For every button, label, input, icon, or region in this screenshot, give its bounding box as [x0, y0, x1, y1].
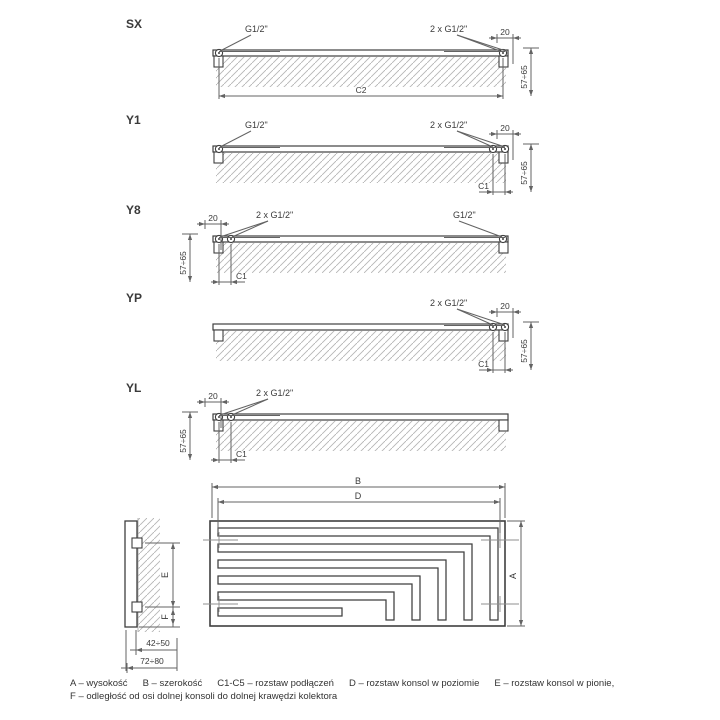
variant-label: YP — [126, 291, 143, 305]
wall-distance-dim: 57÷65 — [519, 339, 529, 363]
legend-line-1 — [70, 677, 710, 690]
connection-label-right: G1/2" — [453, 210, 476, 220]
legend-item-a: A – wysokość — [70, 678, 128, 689]
edge-offset-dim: 20 — [208, 213, 218, 223]
legend-item-e: E – rozstaw konsol w pionie, — [494, 678, 615, 689]
spacing-dim: C2 — [355, 85, 367, 95]
edge-offset-dim: 20 — [500, 123, 510, 133]
wall-distance-dim: 57÷65 — [178, 251, 188, 275]
connection-label-left: G1/2" — [245, 24, 268, 34]
connection-label-right: 2 x G1/2" — [430, 120, 468, 130]
variant-label: YL — [126, 381, 142, 395]
spacing-dim: C1 — [236, 449, 247, 459]
wall-distance-dim: 57÷65 — [178, 429, 188, 453]
wall-distance-dim: 57÷65 — [519, 65, 529, 89]
spacing-dim: C1 — [478, 181, 489, 191]
legend-item-b: B – szerokość — [142, 678, 203, 689]
edge-offset-dim: 20 — [500, 27, 510, 37]
legend-line-2: F – odległość od osi dolnej konsoli do dolnej krawędzi kolektora — [70, 691, 338, 702]
width-dim-label: B — [354, 476, 362, 486]
connection-label-right: 2 x G1/2" — [430, 298, 468, 308]
connection-label-left: G1/2" — [245, 120, 268, 130]
edge-offset-dim: 20 — [208, 391, 218, 401]
wall-distance-dim: 57÷65 — [519, 161, 529, 185]
height-dim-label: A — [508, 572, 518, 580]
spacing-dim: C1 — [236, 271, 247, 281]
variant-YL-diagram — [126, 381, 508, 463]
variant-SX-diagram — [126, 17, 539, 99]
connection-label-left: 2 x G1/2" — [256, 388, 294, 398]
front-view — [203, 476, 525, 626]
spacing-dim: C1 — [478, 359, 489, 369]
depth-outer-dim-label: 72÷80 — [140, 656, 164, 666]
variant-label: Y8 — [126, 203, 141, 217]
depth-inner-dim-label: 42÷50 — [146, 638, 170, 648]
variant-Y1-diagram — [126, 113, 539, 195]
console-vertical-dim-label: E — [160, 571, 170, 579]
side-view — [121, 518, 180, 673]
connection-label-right: 2 x G1/2" — [430, 24, 468, 34]
variant-Y8-diagram — [126, 203, 508, 285]
variant-label: SX — [126, 17, 143, 31]
variant-YP-diagram — [126, 291, 539, 373]
connection-label-left: 2 x G1/2" — [256, 210, 294, 220]
console-horizontal-dim-label: D — [354, 491, 362, 501]
variant-label: Y1 — [126, 113, 141, 127]
legend-item-d: D – rozstaw konsol w poziomie — [348, 678, 480, 689]
legend — [70, 677, 710, 703]
legend-item-c: C1-C5 – rozstaw podłączeń — [217, 678, 334, 689]
edge-offset-dim: 20 — [500, 301, 510, 311]
bottom-offset-dim-label: F — [160, 614, 170, 620]
